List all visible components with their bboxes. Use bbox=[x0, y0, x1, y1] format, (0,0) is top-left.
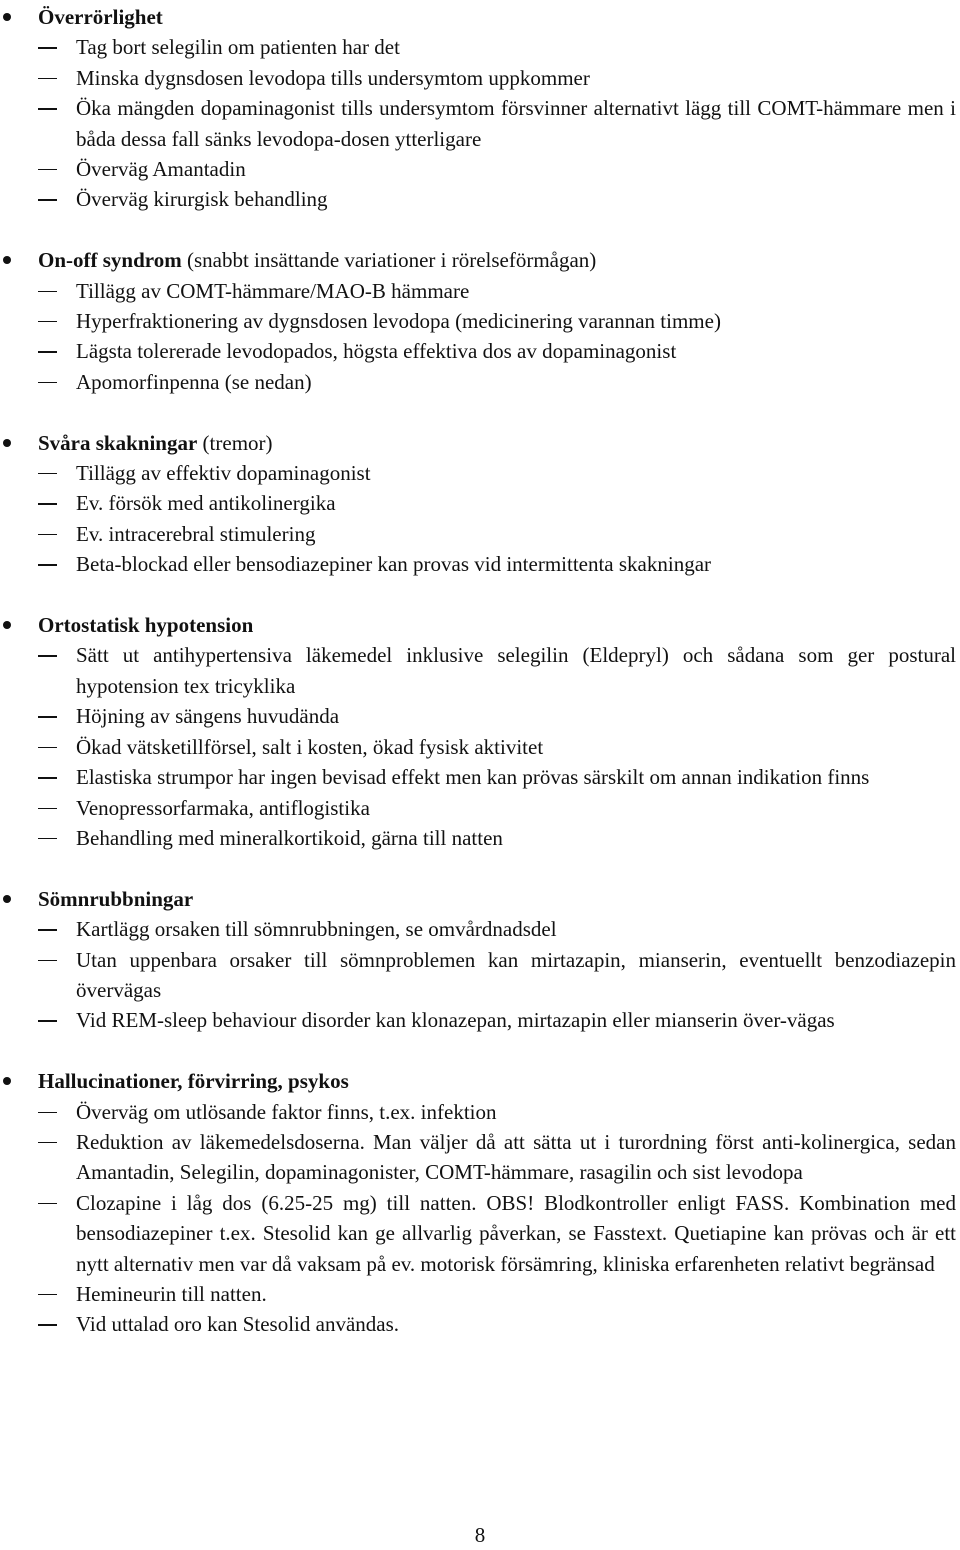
section bbox=[0, 1066, 960, 1340]
section-heading bbox=[0, 245, 960, 275]
dash-icon bbox=[38, 929, 57, 930]
dash-icon bbox=[38, 1142, 57, 1143]
list-item-text: Beta-blockad eller bensodiazepiner kan provas vid intermittenta skakningar bbox=[76, 552, 712, 577]
dash-icon bbox=[38, 1324, 57, 1325]
section bbox=[0, 428, 960, 580]
item-list bbox=[0, 458, 960, 580]
list-item-text: Apomorfinpenna (se nedan) bbox=[76, 369, 312, 394]
list-item bbox=[0, 823, 960, 853]
dash-icon bbox=[38, 291, 57, 292]
dash-icon bbox=[38, 655, 57, 656]
list-item-text: Elastiska strumpor har ingen bevisad effekt men kan prövas särskilt om annan indikation finns bbox=[76, 765, 870, 790]
dash-icon bbox=[38, 1203, 57, 1204]
section bbox=[0, 610, 960, 853]
list-item-text: Öka mängden dopaminagonist tills undersymtom försvinner alternativt lägg till COMT-hämmare men i båda dessa fall sänks levodopa-dosen ytterligare bbox=[76, 96, 956, 151]
list-item bbox=[0, 762, 960, 792]
list-item bbox=[0, 732, 960, 762]
list-item-text: Ev. intracerebral stimulering bbox=[76, 521, 316, 546]
list-item bbox=[0, 276, 960, 306]
list-item bbox=[0, 63, 960, 93]
section-heading bbox=[0, 2, 960, 32]
dash-icon bbox=[38, 747, 57, 748]
list-item-text: Överväg kirurgisk behandling bbox=[76, 187, 328, 212]
dash-icon bbox=[38, 382, 57, 383]
list-item bbox=[0, 1127, 960, 1188]
heading-note: (snabbt insättande variationer i rörelseförmågan) bbox=[186, 248, 597, 273]
bullet-icon bbox=[3, 13, 11, 21]
list-item bbox=[0, 519, 960, 549]
list-item-text: Ökad vätsketillförsel, salt i kosten, ökad fysisk aktivitet bbox=[76, 734, 544, 759]
list-item-text: Lägsta tolererade levodopados, högsta effektiva dos av dopaminagonist bbox=[76, 339, 677, 364]
list-item-text: Reduktion av läkemedelsdoserna. Man väljer då att sätta ut i turordning först anti-kolinergica, sedan Amantadin, Selegilin, dopaminagonister, COMT-hämmare, rasagilin och sist levodopa bbox=[76, 1129, 956, 1185]
list-item-text: Vid uttalad oro kan Stesolid användas. bbox=[76, 1312, 400, 1337]
list-item bbox=[0, 701, 960, 731]
section-heading bbox=[0, 610, 960, 640]
list-item-text: Kartlägg orsaken till sömnrubbningen, se omvårdnadsdel bbox=[76, 917, 557, 942]
section-heading bbox=[0, 1066, 960, 1096]
dash-icon bbox=[38, 564, 57, 565]
heading-note: (tremor) bbox=[202, 430, 273, 455]
section bbox=[0, 884, 960, 1036]
list-item-text: Behandling med mineralkortikoid, gärna till natten bbox=[76, 825, 503, 850]
list-item-text: Clozapine i låg dos (6.25-25 mg) till natten. OBS! Blodkontroller enligt FASS. Kombination med bensodiazepiner t.ex. Stesolid kan ge allvarlig påverkan, se Fasstext. Quetiapine kan prövas och är ett nytt alternativ men var då vaksam på ev. motorisk försämring, kliniska erfarenheten relativt begränsad bbox=[76, 1190, 956, 1276]
list-item bbox=[0, 945, 960, 1006]
list-item-text: Utan uppenbara orsaker till sömnproblemen kan mirtazapin, mianserin, eventuellt benzodiazepin övervägas bbox=[76, 947, 956, 1002]
list-item-text: Tag bort selegilin om patienten har det bbox=[76, 35, 400, 60]
dash-icon bbox=[38, 169, 57, 170]
list-item-text: Hyperfraktionering av dygnsdosen levodopa (medicinering varannan timme) bbox=[76, 309, 721, 334]
dash-icon bbox=[38, 321, 57, 322]
list-item bbox=[0, 154, 960, 184]
section-heading bbox=[0, 428, 960, 458]
dash-icon bbox=[38, 1020, 57, 1021]
list-item-text: Minska dygnsdosen levodopa tills undersymtom uppkommer bbox=[76, 65, 590, 90]
dash-icon bbox=[38, 351, 57, 352]
dash-icon bbox=[38, 1294, 57, 1295]
item-list bbox=[0, 914, 960, 1036]
dash-icon bbox=[38, 960, 57, 961]
list-item bbox=[0, 793, 960, 823]
bullet-icon bbox=[3, 1077, 11, 1085]
list-item bbox=[0, 1188, 960, 1279]
dash-icon bbox=[38, 47, 57, 48]
list-item-text: Ev. försök med antikolinergika bbox=[76, 491, 336, 516]
list-item bbox=[0, 93, 960, 154]
list-item bbox=[0, 184, 960, 214]
page-number: 8 bbox=[474, 1523, 486, 1547]
heading-title: Sömnrubbningar bbox=[38, 886, 194, 911]
list-item bbox=[0, 32, 960, 62]
list-item-text: Tillägg av COMT-hämmare/MAO-B hämmare bbox=[76, 278, 470, 303]
item-list bbox=[0, 1097, 960, 1340]
heading-title: Överrörlighet bbox=[38, 5, 163, 29]
heading-title: Ortostatisk hypotension bbox=[38, 613, 254, 638]
dash-icon bbox=[38, 777, 57, 778]
list-item-text: Venopressorfarmaka, antiflogistika bbox=[76, 795, 370, 820]
dash-icon bbox=[38, 838, 57, 839]
list-item-text: Överväg om utlösande faktor finns, t.ex. infektion bbox=[76, 1099, 497, 1124]
dash-icon bbox=[38, 716, 57, 717]
dash-icon bbox=[38, 78, 57, 79]
document-body bbox=[0, 2, 960, 1370]
list-item bbox=[0, 640, 960, 701]
list-item bbox=[0, 488, 960, 518]
list-item-text: Höjning av sängens huvudända bbox=[76, 704, 340, 729]
list-item bbox=[0, 306, 960, 336]
heading-title: On-off syndrom bbox=[38, 248, 182, 273]
section-heading bbox=[0, 884, 960, 914]
item-list bbox=[0, 640, 960, 853]
bullet-icon bbox=[3, 439, 11, 447]
list-item bbox=[0, 1097, 960, 1127]
list-item-text: Hemineurin till natten. bbox=[76, 1281, 267, 1306]
list-item bbox=[0, 367, 960, 397]
list-item bbox=[0, 1279, 960, 1309]
section bbox=[0, 245, 960, 397]
bullet-icon bbox=[3, 256, 11, 264]
heading-title: Svåra skakningar bbox=[38, 430, 198, 455]
dash-icon bbox=[38, 503, 57, 504]
section bbox=[0, 2, 960, 215]
item-list bbox=[0, 276, 960, 398]
list-item-text: Överväg Amantadin bbox=[76, 157, 246, 182]
list-item bbox=[0, 549, 960, 579]
dash-icon bbox=[38, 473, 57, 474]
dash-icon bbox=[38, 108, 57, 109]
dash-icon bbox=[38, 534, 57, 535]
dash-icon bbox=[38, 808, 57, 809]
list-item bbox=[0, 336, 960, 366]
bullet-icon bbox=[3, 895, 11, 903]
list-item-text: Vid REM-sleep behaviour disorder kan klonazepan, mirtazapin eller mianserin över-vägas bbox=[76, 1008, 835, 1033]
list-item-text: Tillägg av effektiv dopaminagonist bbox=[76, 461, 371, 486]
bullet-icon bbox=[3, 621, 11, 629]
dash-icon bbox=[38, 199, 57, 200]
item-list bbox=[0, 32, 960, 214]
list-item bbox=[0, 914, 960, 944]
heading-title: Hallucinationer, förvirring, psykos bbox=[38, 1069, 349, 1094]
list-item bbox=[0, 458, 960, 488]
list-item bbox=[0, 1005, 960, 1035]
list-item-text: Sätt ut antihypertensiva läkemedel inklusive selegilin (Eldepryl) och sådana som ger postural hypotension tex tricyklika bbox=[76, 643, 956, 698]
dash-icon bbox=[38, 1112, 57, 1113]
list-item bbox=[0, 1309, 960, 1339]
